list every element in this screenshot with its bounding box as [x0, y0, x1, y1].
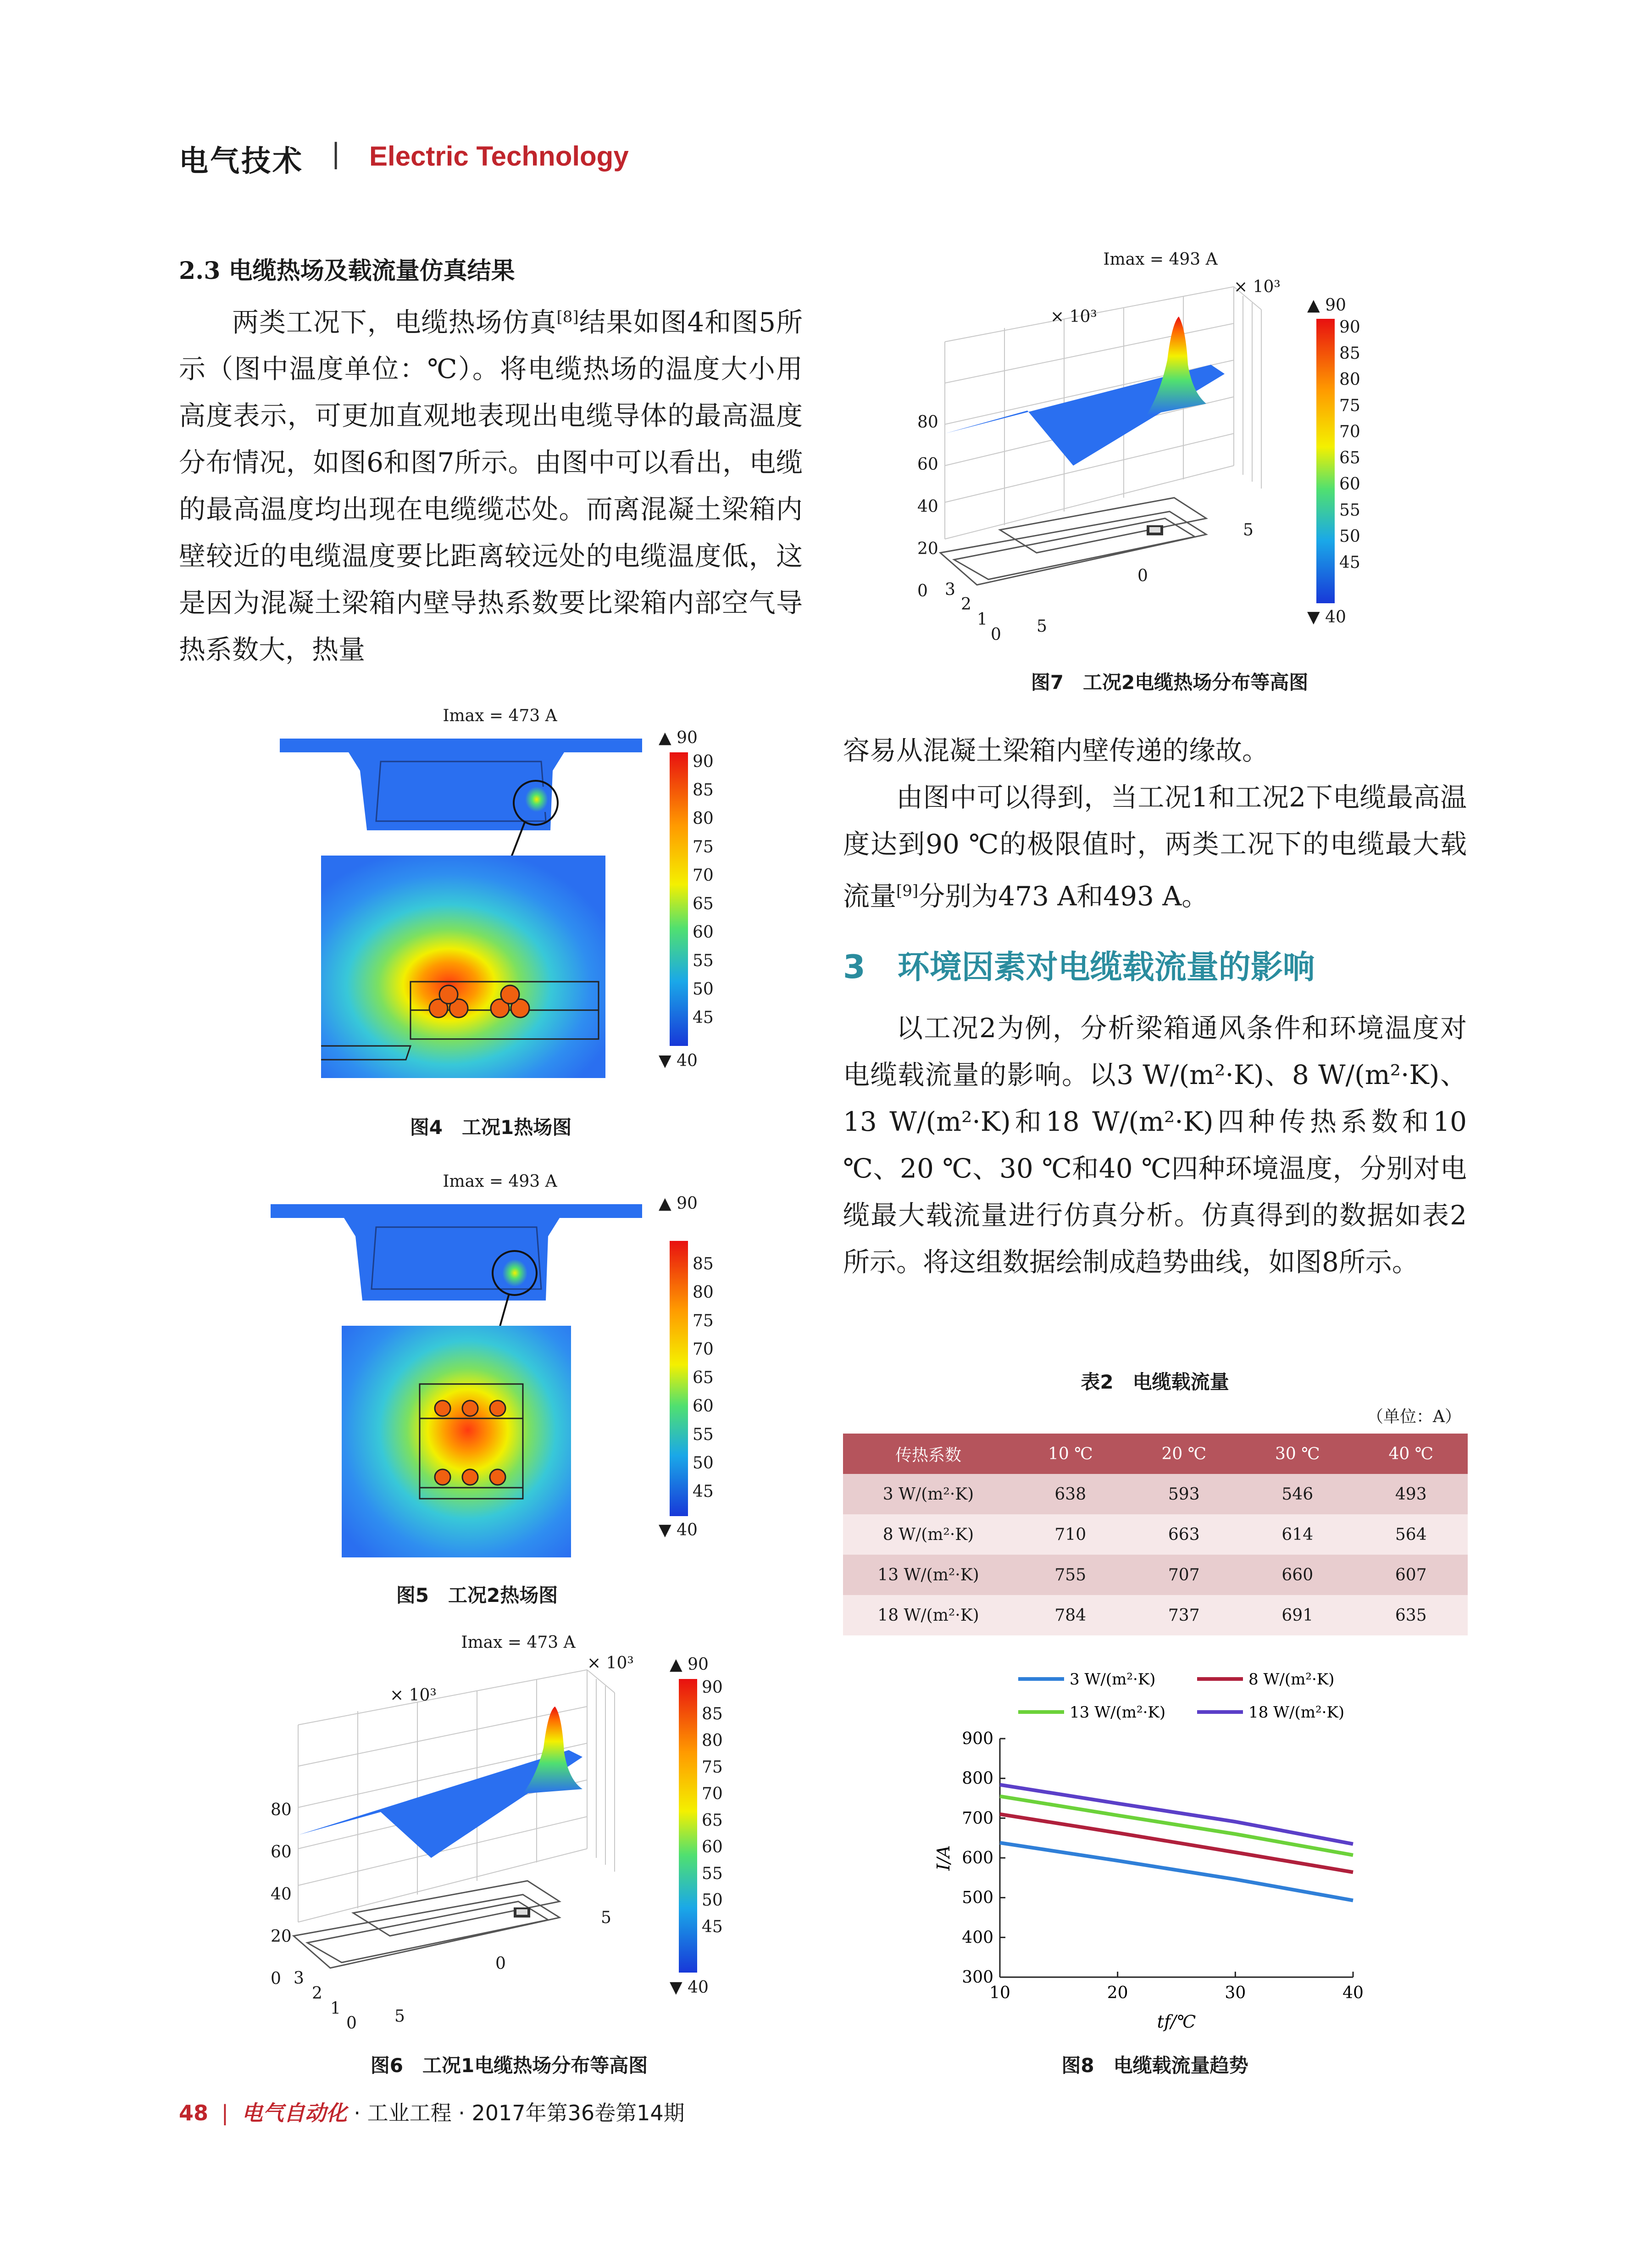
fig6-x-tick-1: 1	[330, 1999, 341, 2018]
table-row	[843, 1555, 1468, 1595]
header-separator: |	[331, 138, 341, 170]
journal-logo: 电气自动化	[241, 2101, 347, 2125]
fig7-cb-max: ▲ 90	[1307, 296, 1346, 315]
table-cell: 564	[1354, 1514, 1468, 1555]
col-header: 20 ℃	[1127, 1434, 1241, 1474]
fig5-imax: Imax = 493 A	[443, 1172, 557, 1191]
fig7-x-tick-1: 1	[977, 610, 987, 629]
x-tick-label: 10	[989, 1984, 1010, 2002]
fig7-imax: Imax = 493 A	[1103, 250, 1218, 269]
figure-7	[913, 250, 1394, 654]
fig6-colorbar	[679, 1679, 697, 1973]
section-2-3-paragraph-cont: 容易从混凝土梁箱内壁传递的缘故。 由图中可以得到，当工况1和工况2下电缆最高温度达到90 ℃的极限值时，两类工况下的电缆最大载流量[9]分别为473 A和493 A。	[843, 735, 1467, 912]
y-tick-label: 900	[962, 1729, 993, 1748]
figure-5	[271, 1172, 729, 1567]
fig5-cb-ticks: 85 80 75 70 65 60 55 50 45	[693, 1255, 714, 1501]
fig8-line-chart	[871, 1661, 1399, 2037]
fig4-imax: Imax = 473 A	[443, 706, 557, 725]
table-cell: 18 W/(m²·K)	[843, 1595, 1014, 1635]
table-cell: 8 W/(m²·K)	[843, 1514, 1014, 1555]
fig5-caption: 图5 工况2热场图	[396, 1584, 558, 1606]
y-tick-label: 300	[962, 1968, 993, 1987]
series-line-3	[1000, 1796, 1353, 1855]
fig6-cb-max: ▲ 90	[670, 1655, 709, 1674]
y-tick-label: 500	[962, 1888, 993, 1907]
table-cell: 546	[1241, 1474, 1354, 1514]
fig7-z-ticks: 80 60 40 20 0	[917, 413, 938, 600]
y-tick-label: 700	[962, 1809, 993, 1828]
legend-label-2: 8 W/(m²·K)	[1248, 1670, 1335, 1689]
table-cell: 635	[1354, 1595, 1468, 1635]
fig6-imax: Imax = 473 A	[461, 1633, 576, 1652]
table-cell: 784	[1014, 1595, 1127, 1635]
table-cell: 3 W/(m²·K)	[843, 1474, 1014, 1514]
fig7-scale-label-1: × 10³	[1050, 307, 1097, 326]
col-header: 40 ℃	[1354, 1434, 1468, 1474]
fig7-x-tick-2: 2	[961, 595, 971, 614]
fig4-cb-ticks: 90 85 80 75 70 65 60 55 50 45	[693, 752, 714, 1027]
fig8-caption: 图8 电缆载流量趋势	[1061, 2054, 1248, 2077]
legend-label-3: 13 W/(m²·K)	[1070, 1703, 1166, 1722]
fig6-scale-label-1: × 10³	[390, 1686, 437, 1705]
table-row	[843, 1514, 1468, 1555]
fig5-cb-max: ▲ 90	[659, 1194, 698, 1213]
col-header: 传热系数	[843, 1434, 1014, 1474]
figure-6	[266, 1633, 748, 2037]
journal-section-title-en: Electric Technology	[369, 141, 629, 172]
series-line-4	[1000, 1785, 1353, 1844]
fig6-caption: 图6 工况1电缆热场分布等高图	[370, 2054, 648, 2077]
footer-issue: · 工业工程 · 2017年第36卷第14期	[354, 2101, 685, 2125]
fig7-x-tick-3: 3	[945, 580, 955, 599]
fig7-cb-ticks: 90 85 80 75 70 65 60 55 50 45	[1339, 318, 1360, 572]
fig4-colorbar	[670, 752, 688, 1046]
series-line-1	[1000, 1843, 1353, 1901]
table-cell: 593	[1127, 1474, 1241, 1514]
fig6-cb-min: ▼ 40	[670, 1978, 709, 1997]
table-cell: 493	[1354, 1474, 1468, 1514]
section-3-paragraph: 以工况2为例，分析梁箱通风条件和环境温度对电缆载流量的影响。以3 W/(m²·K)、8 W/(m²·K)、13 W/(m²·K)和18 W/(m²·K)四种传热系数和10 ℃、20 ℃、30 ℃和40 ℃四种环境温度，分别对电缆最大载流量进行仿真分析。仿真得到的数据如表2所示。将这组数据绘制成趋势曲线，如图8所示。	[843, 1012, 1467, 1278]
journal-section-title: 电气技术	[179, 145, 304, 178]
fig7-x-tick-0: 0	[991, 625, 1001, 644]
fig7-y-tick-5: 5	[1243, 521, 1254, 539]
fig6-x-tick-3: 3	[294, 1969, 304, 1988]
x-tick-label: 20	[1107, 1984, 1128, 2002]
x-tick-label: 40	[1342, 1984, 1364, 2002]
table-cell: 737	[1127, 1595, 1241, 1635]
fig5-heatmap	[271, 1195, 647, 1557]
fig5-cb-min: ▼ 40	[659, 1521, 698, 1540]
section-heading-2-3: 2.3 电缆热场及载流量仿真结果	[179, 257, 515, 285]
fig7-colorbar	[1316, 319, 1335, 603]
fig6-x-tick-0: 0	[346, 2014, 357, 2033]
y-tick-label: 600	[962, 1849, 993, 1868]
fig6-x-tick-5: 5	[394, 2007, 405, 2026]
table-cell: 614	[1241, 1514, 1354, 1555]
y-axis-label: I/A	[933, 1845, 954, 1871]
fig7-x-tick-5: 5	[1037, 617, 1047, 636]
y-tick-label: 800	[962, 1769, 993, 1788]
table-cell: 607	[1354, 1555, 1468, 1595]
fig7-y-tick-0: 0	[1137, 567, 1148, 585]
section-heading-3: 3 环境因素对电缆载流量的影响	[843, 948, 1315, 986]
fig6-y-tick-0: 0	[495, 1954, 506, 1973]
table-cell: 710	[1014, 1514, 1127, 1555]
table-header-row	[843, 1434, 1468, 1474]
col-header: 10 ℃	[1014, 1434, 1127, 1474]
table-cell: 660	[1241, 1555, 1354, 1595]
legend-label-4: 18 W/(m²·K)	[1248, 1703, 1345, 1722]
fig6-z-ticks: 80 60 40 20 0	[271, 1801, 292, 1988]
fig5-colorbar	[670, 1241, 688, 1516]
page-footer: 48 | 电气自动化 · 工业工程 · 2017年第36卷第14期	[179, 2101, 685, 2125]
table-row	[843, 1474, 1468, 1514]
section-2-3-paragraph: 两类工况下，电缆热场仿真[8]结果如图4和图5所示（图中温度单位：℃）。将电缆热场的温度大小用高度表示，可更加直观地表现出电缆导体的最高温度分布情况，如图6和图7所示。由图中可以看出，电缆的最高温度均出现在电缆缆芯处。而离混凝土梁箱内壁较近的电缆温度要比距离较远处的电缆温度低，这是因为混凝土梁箱内壁导热系数要比梁箱内部空气导热系数大，热量	[179, 306, 803, 666]
fig6-scale-label-2: × 10³	[587, 1654, 634, 1673]
x-tick-label: 30	[1225, 1984, 1246, 2002]
fig4-caption: 图4 工况1热场图	[410, 1116, 572, 1139]
table2-unit: （单位：A）	[1367, 1407, 1461, 1426]
page-number: 48	[179, 2101, 209, 2125]
figure-4	[271, 706, 729, 1083]
fig6-cb-ticks: 90 85 80 75 70 65 60 55 50 45	[702, 1678, 723, 1936]
table-cell: 755	[1014, 1555, 1127, 1595]
fig7-caption: 图7 工况2电缆热场分布等高图	[1031, 671, 1309, 694]
fig7-3d-plot	[913, 273, 1303, 649]
table-cell: 663	[1127, 1514, 1241, 1555]
table-cell: 707	[1127, 1555, 1241, 1595]
table2	[843, 1434, 1468, 1635]
table2-title: 表2 电缆载流量	[1081, 1371, 1229, 1393]
fig7-scale-label-2: × 10³	[1234, 278, 1281, 296]
fig6-y-tick-5: 5	[601, 1908, 611, 1927]
table-cell: 638	[1014, 1474, 1127, 1514]
table-cell: 13 W/(m²·K)	[843, 1555, 1014, 1595]
fig4-heatmap	[271, 729, 647, 1078]
y-tick-label: 400	[962, 1928, 993, 1947]
fig7-cb-min: ▼ 40	[1307, 608, 1346, 627]
fig6-3d-plot	[266, 1656, 656, 2032]
col-header: 30 ℃	[1241, 1434, 1354, 1474]
table-cell: 691	[1241, 1595, 1354, 1635]
fig4-cb-max: ▲ 90	[659, 728, 698, 747]
fig4-cb-min: ▼ 40	[659, 1051, 698, 1070]
x-axis-label: tf/℃	[1157, 2012, 1196, 2032]
fig6-x-tick-2: 2	[312, 1984, 322, 2003]
table-row	[843, 1595, 1468, 1635]
legend-label-1: 3 W/(m²·K)	[1070, 1670, 1156, 1689]
